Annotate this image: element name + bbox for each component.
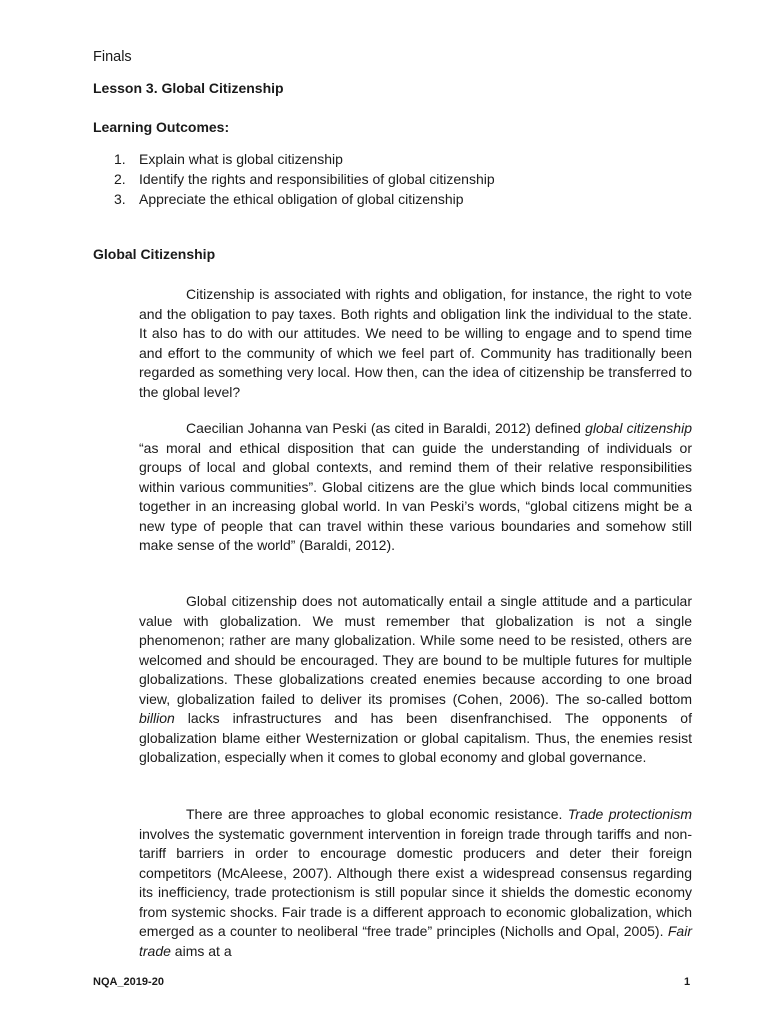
paragraph-text: Caecilian Johanna van Peski (as cited in Baraldi, 2012) defined bbox=[186, 420, 586, 436]
list-item bbox=[114, 169, 495, 189]
header-label: Finals bbox=[93, 49, 132, 65]
emphasis-text: billion bbox=[139, 710, 175, 726]
footer-code: NQA_2019-20 bbox=[93, 976, 164, 988]
emphasis-text: global citizenship bbox=[585, 420, 692, 436]
list-text: Explain what is global citizenship bbox=[139, 151, 343, 167]
paragraph-text: “as moral and ethical disposition that can guide the understanding of individuals or groups of local and global contexts, and remind them of their relative responsibilities within various communities”. Global citizens are the glue which binds local communities together in an increasing global world. In van Peski’s words, “global citizens might be a new type of people that can travel within these various boundaries and somehow still make sense of the world” (Baraldi, 2012). bbox=[139, 439, 692, 553]
paragraph-text: aims at a bbox=[170, 942, 232, 959]
list-text: Appreciate the ethical obligation of global citizenship bbox=[139, 191, 464, 207]
section-title: Global Citizenship bbox=[93, 246, 216, 262]
paragraph-1: Citizenship is associated with rights and obligation, for instance, the right to vote and the obligation to pay taxes. Both rights and obligation link the individual to the state. It also has to do with our attitudes. We need to be willing to engage and to spend time and effort to the community of which we feel part of. Community has traditionally been regarded as something very local. How then, can the idea of citizenship be transferred to the global level? bbox=[139, 286, 692, 400]
emphasis-text: Fair trade bbox=[139, 923, 692, 959]
paragraph-2 bbox=[139, 419, 692, 556]
paragraph-3 bbox=[139, 592, 692, 768]
paragraph-4 bbox=[139, 805, 692, 961]
list-number: 2. bbox=[114, 171, 126, 187]
paragraph-text: There are three approaches to global economic resistance. bbox=[186, 806, 568, 822]
learning-outcomes-list bbox=[114, 149, 495, 209]
list-item bbox=[114, 189, 495, 209]
lesson-title: Lesson 3. Global Citizenship bbox=[93, 80, 284, 96]
list-text: Identify the rights and responsibilities of global citizenship bbox=[139, 171, 495, 187]
list-item bbox=[114, 149, 495, 169]
paragraph-text: Global citizenship does not automatically entail a single attitude and a particular value with globalization. We must remember that globalization is not a single phenomenon; rather are many globalization. While some need to be resisted, others are welcomed and should be encouraged. They are bound to be multiple futures for multiple globalizations. These globalizations created enemies because according to one broad view, globalization failed to deliver its promises (Cohen, 2006). The so-called bottom bbox=[139, 593, 692, 707]
list-number: 3. bbox=[114, 191, 126, 207]
paragraph-text: involves the systematic government intervention in foreign trade through tariffs and non-tariff barriers in order to encourage domestic producers and deter their foreign competitors (McAleese, 2007). Although there exist a widespread consensus regarding its inefficiency, trade protectionism is still popular since it shields the domestic economy from systemic shocks. Fair trade is a different approach to economic globalization, which emerged as a counter to neoliberal “free trade” principles (Nicholls and Opal, 2005). bbox=[139, 825, 692, 939]
emphasis-text: Trade protectionism bbox=[567, 806, 692, 822]
learning-outcomes-title: Learning Outcomes: bbox=[93, 119, 230, 135]
list-number: 1. bbox=[114, 151, 126, 167]
page-number: 1 bbox=[684, 976, 691, 988]
paragraph-text: lacks infrastructures and has been disenfranchised. The opponents of globalization blame either Westernization or global capitalism. Thus, the enemies resist globalization, especially when it comes to global economy and global governance. bbox=[139, 710, 692, 765]
